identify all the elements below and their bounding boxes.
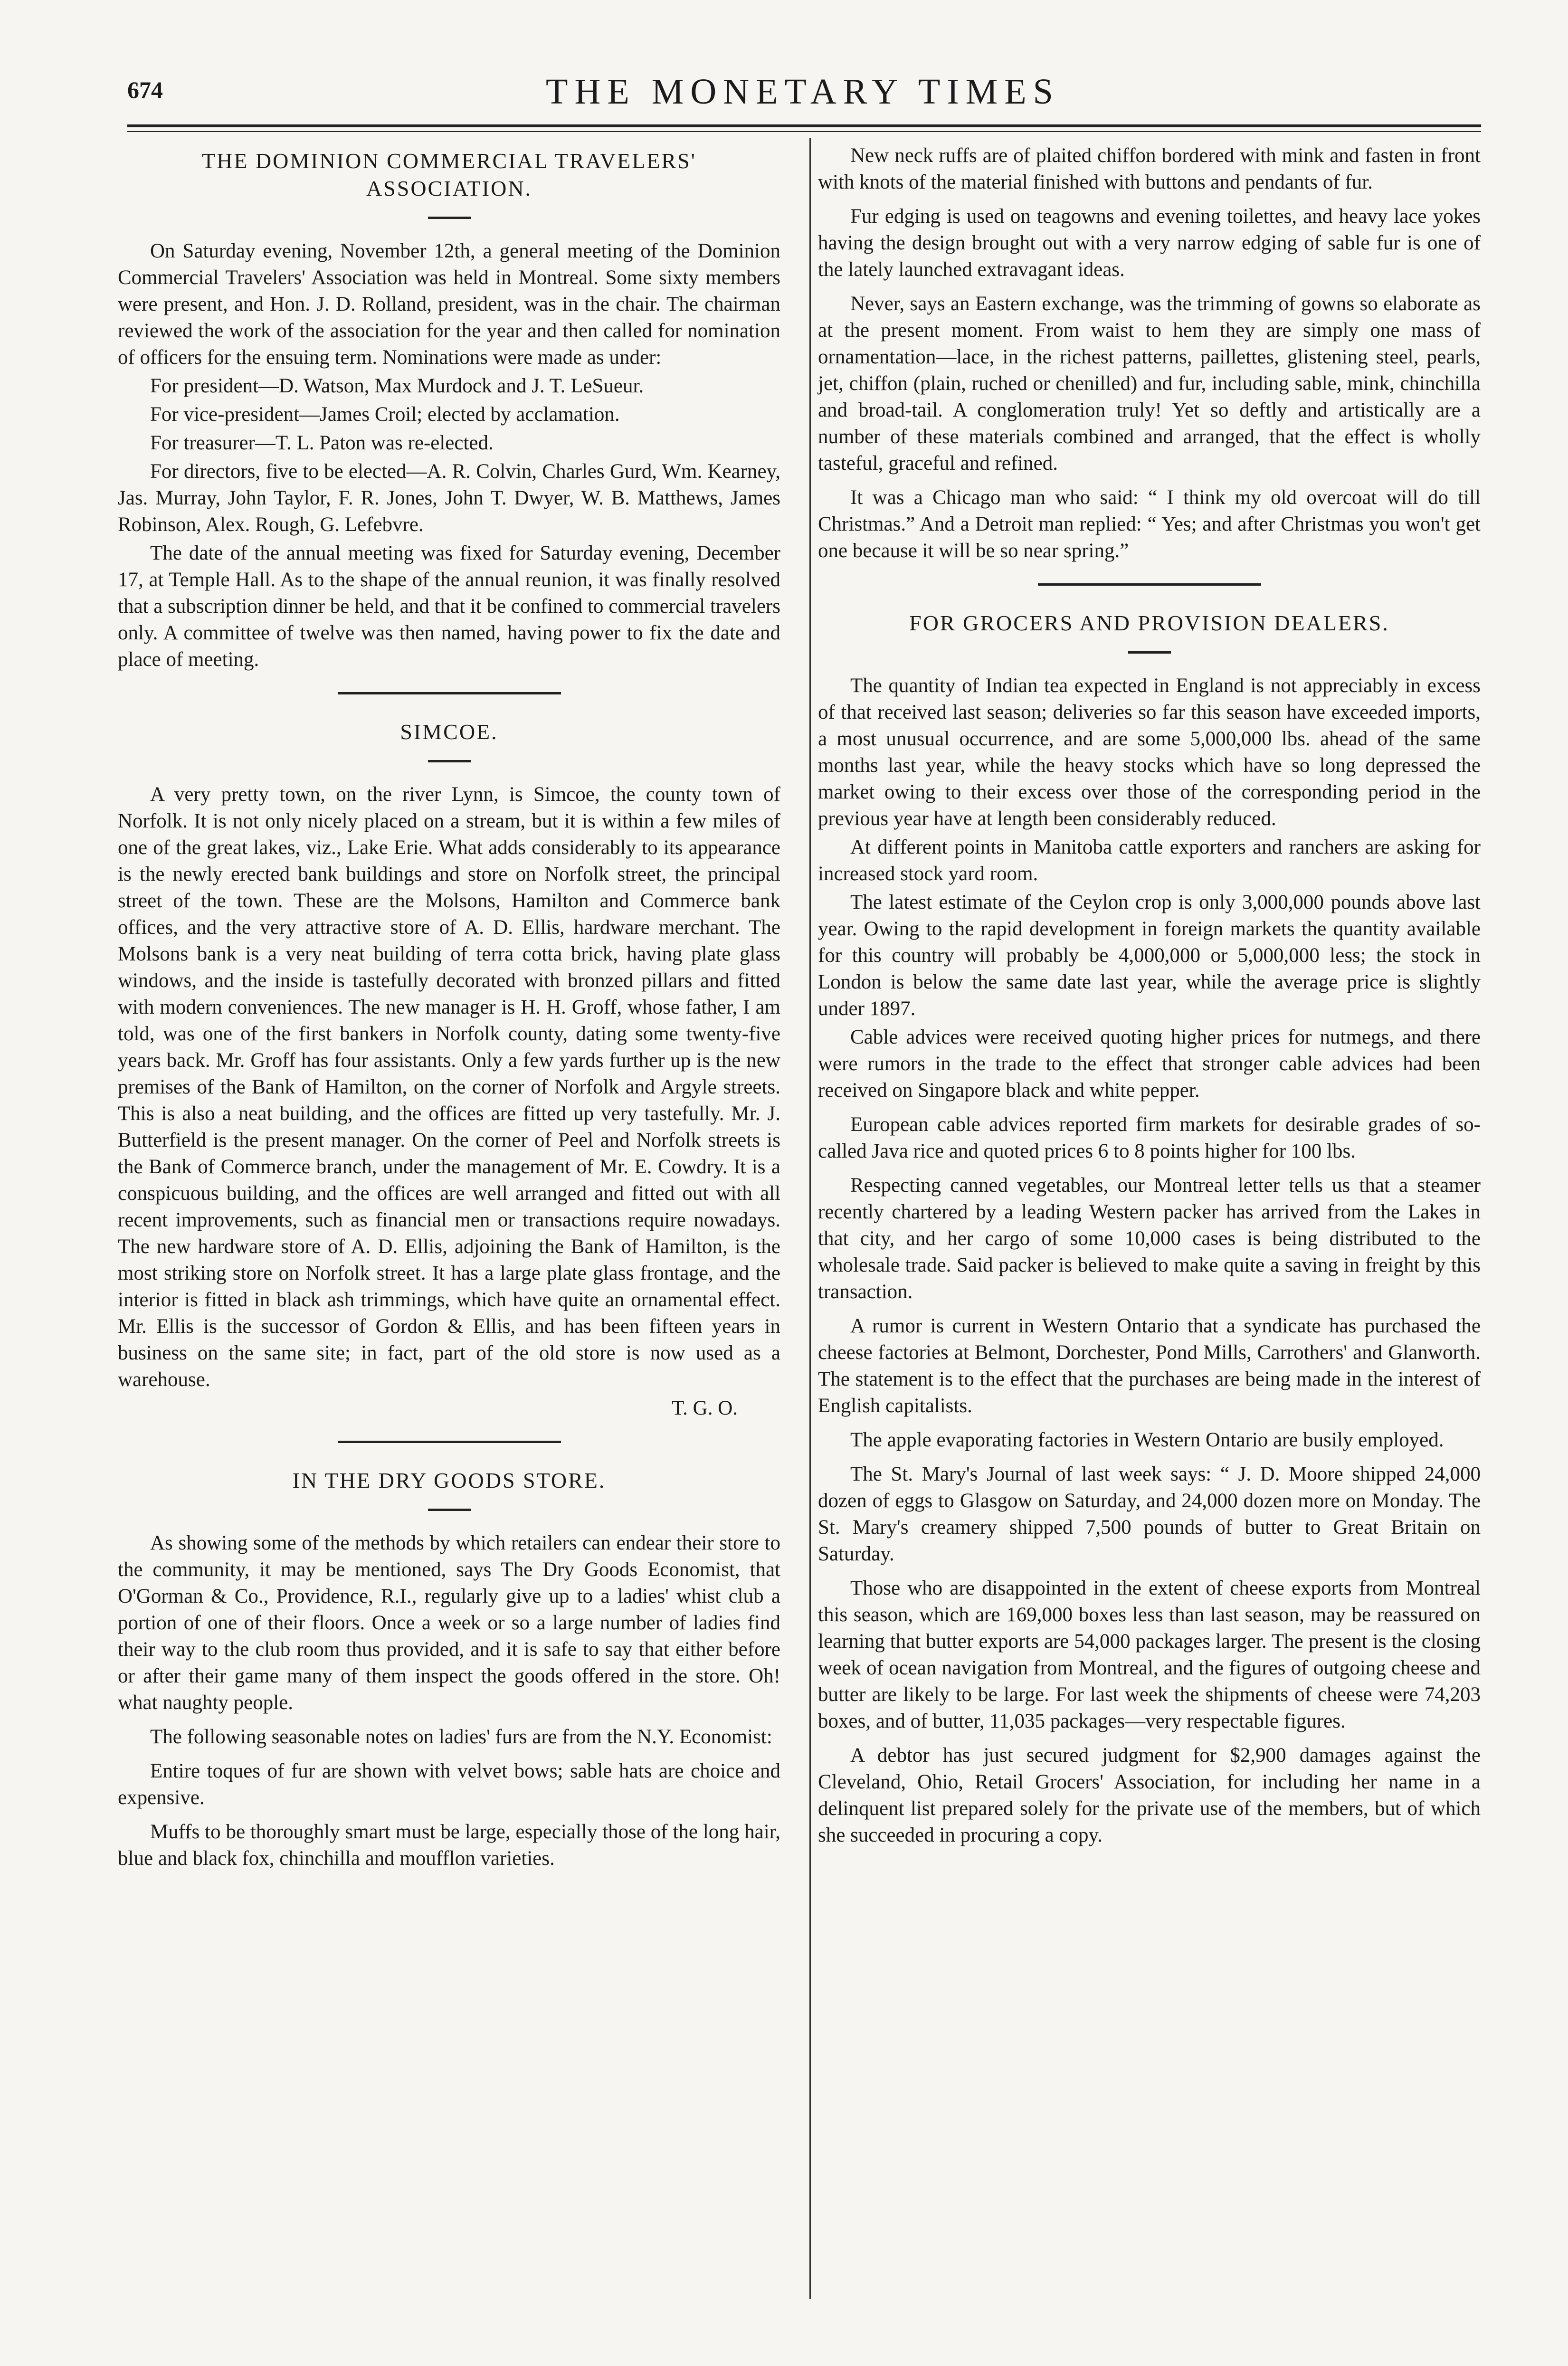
article-grocers xyxy=(818,609,1481,1849)
section-divider xyxy=(1038,583,1261,586)
paragraph: The St. Mary's Journal of last week says: “ J. D. Moore shipped 24,000 dozen of eggs to Glasgow on Saturday, and 24,000 dozen more on Monday. The St. Mary's creamery shipped 7,500 pounds of butter to Great Britain on Saturday. xyxy=(818,1463,1481,1565)
title-rule xyxy=(1128,651,1171,654)
author-signature: T. G. O. xyxy=(672,1397,738,1419)
column-divider xyxy=(809,138,811,2299)
paragraph: A very pretty town, on the river Lynn, is Simcoe, the county town of Norfolk. It is not only nicely placed on a stream, but it is within a few miles of one of the great lakes, viz., Lake Erie. What adds considerably to its appearance is the newly erected bank buildings and store on Norfolk street, the principal street of the town. These are the Molsons, Hamilton and Commerce bank offices, and the very attractive store of A. D. Ellis, hardware merchant. The Molsons bank is a very neat building of terra cotta brick, having plate glass windows, and the inside is tastefully decorated with bronzed pillars and fitted with modern conveniences. The new manager is H. H. Groff, whose father, I am told, was one of the first bankers in Norfolk county, dating some twenty-five years back. Mr. Groff has four assistants. Only a few yards further up is the new premises of the Bank of Hamilton, on the corner of Norfolk and Argyle streets. This is also a neat building, and the offices are fitted up very tastefully. Mr. J. Butterfield is the present manager. On the corner of Peel and Norfolk streets is the Bank of Commerce branch, under the management of Mr. E. Cowdry. It is a conspicuous building, and the offices are well arranged and fitted out with all recent improvements, such as financial men or transactions require nowadays. The new hardware store of A. D. Ellis, adjoining the Bank of Hamilton, is the most striking store on Norfolk street. It has a large plate glass frontage, and the interior is fitted in black ash trimmings, which have quite an ornamental effect. Mr. Ellis is the successor of Gordon & Ellis, and has been fifteen years in business on the same site; in fact, part of the old store is now used as a warehouse. xyxy=(118,783,780,1391)
left-column xyxy=(118,143,780,1874)
header-rule-thin xyxy=(127,131,1481,132)
paragraph: The apple evaporating factories in Western Ontario are busily employed. xyxy=(850,1429,1444,1451)
paragraph: Respecting canned vegetables, our Montreal letter tells us that a steamer recently chartered by a leading Western packer has arrived from the Lakes in that city, and her cargo of some 10,000 cases is being distributed to the wholesale trade. Said packer is believed to make quite a saving in freight by this transaction. xyxy=(818,1174,1481,1303)
paragraph: The quantity of Indian tea expected in England is not appreciably in excess of that received last season; deliveries so far this season have exceeded imports, a most unusual occurrence, and are some 5,000,000 lbs. ahead of the same months last year, while the heavy stocks which have so long depressed the market owing to their excess over those of the corresponding period in the previous year have at length been considerably reduced. xyxy=(818,675,1481,830)
article-furs-continued xyxy=(818,143,1481,564)
paragraph: The following seasonable notes on ladies' furs are from the N.Y. Economist: xyxy=(150,1726,772,1748)
article-commercial-travelers xyxy=(118,147,780,673)
paragraph: A debtor has just secured judgment for $2,900 damages against the Cleveland, Ohio, Retail Grocers' Association, for including her name in a delinquent list prepared solely for the private use of the members, but of which she succeeded in procuring a copy. xyxy=(818,1744,1481,1846)
paragraph: Muffs to be thoroughly smart must be large, especially those of the long hair, blue and black fox, chinchilla and moufflon varieties. xyxy=(118,1821,780,1870)
paragraph: Never, says an Eastern exchange, was the trimming of gowns so elaborate as at the present moment. From waist to hem they are simply one mass of ornamentation—lace, in the richest patterns, paillettes, glistening steel, pearls, jet, chiffon (plain, ruched or chenilled) and fur, including sable, mink, chinchilla and broad-tail. A conglomeration truly! Yet so deftly and artistically are a number of these materials combined and arranged, that the effect is wholly tasteful, graceful and refined. xyxy=(818,293,1481,475)
page-number: 674 xyxy=(127,76,163,103)
paragraph: Entire toques of fur are shown with velvet bows; sable hats are choice and expensive. xyxy=(118,1760,780,1809)
paragraph: At different points in Manitoba cattle exporters and ranchers are asking for increased stock yard room. xyxy=(818,836,1481,885)
paragraph: On Saturday evening, November 12th, a general meeting of the Dominion Commercial Travelers' Association was held in Montreal. Some sixty members were present, and Hon. J. D. Rolland, president, was in the chair. The chairman reviewed the work of the association for the year and then called for nomination of officers for the ensuing term. Nominations were made as under: xyxy=(118,240,780,369)
paragraph: For treasurer—T. L. Paton was re-elected. xyxy=(150,432,494,454)
title-rule xyxy=(428,217,471,219)
section-divider xyxy=(338,692,561,694)
paragraph: As showing some of the methods by which retailers can endear their store to the community, it may be mentioned, says The Dry Goods Economist, that O'Gorman & Co., Providence, R.I., regularly give up to a ladies' whist club a portion of one of their floors. Once a week or so a large number of ladies find their way to the club room thus provided, and it is safe to say that either before or after their game many of them inspect the goods offered in the store. Oh! what naughty people. xyxy=(118,1532,780,1714)
article-simcoe xyxy=(118,718,780,1422)
paragraph: For vice-president—James Croil; elected by acclamation. xyxy=(150,403,620,426)
article-title: IN THE DRY GOODS STORE. xyxy=(292,1468,606,1492)
paragraph: European cable advices reported firm markets for desirable grades of so-called Java rice and quoted prices 6 to 8 points higher for 100 lbs. xyxy=(818,1113,1481,1162)
paragraph: Those who are disappointed in the extent of cheese exports from Montreal this season, which are 169,000 boxes less than last season, may be reassured on learning that butter exports are 54,000 packages larger. The present is the closing week of ocean navigation from Montreal, and the figures of outgoing cheese and butter are likely to be large. For last week the shipments of cheese were 74,203 boxes, and of butter, 11,035 packages—very respectable figures. xyxy=(818,1577,1481,1732)
article-title: THE DOMINION COMMERCIAL TRAVELERS' ASSOCIATION. xyxy=(202,149,696,200)
paragraph: The date of the annual meeting was fixed for Saturday evening, December 17, at Temple Hall. As to the shape of the annual reunion, it was finally resolved that a subscription dinner be held, and that it be confined to commercial travelers only. A committee of twelve was then named, having power to fix the date and place of meeting. xyxy=(118,542,780,671)
masthead: THE MONETARY TIMES xyxy=(546,72,1060,112)
paragraph: For president—D. Watson, Max Murdock and J. T. LeSueur. xyxy=(150,375,644,397)
right-column xyxy=(818,143,1481,1851)
article-dry-goods xyxy=(118,1467,780,1872)
title-rule xyxy=(428,1509,471,1511)
article-title: SIMCOE. xyxy=(400,720,498,744)
paragraph: Fur edging is used on teagowns and evening toilettes, and heavy lace yokes having the design brought out with a very narrow edging of sable fur is one of the lately launched extravagant ideas. xyxy=(818,205,1481,281)
paragraph: For directors, five to be elected—A. R. Colvin, Charles Gurd, Wm. Kearney, Jas. Murray, John Taylor, F. R. Jones, John T. Dwyer, W. B. Matthews, James Robinson, Alex. Rough, G. Lefebvre. xyxy=(118,460,780,536)
title-rule xyxy=(428,760,471,762)
paragraph: New neck ruffs are of plaited chiffon bordered with mink and fasten in front with knots of the material finished with buttons and pendants of fur. xyxy=(818,144,1481,193)
paragraph: The latest estimate of the Ceylon crop is only 3,000,000 pounds above last year. Owing to the rapid development in foreign markets the quantity available for this country will probably be 4,000,000 or 5,000,000 less; the stock in London is below the same date last year, while the average price is slightly under 1897. xyxy=(818,891,1481,1020)
paragraph: Cable advices were received quoting higher prices for nutmegs, and there were rumors in the trade to the effect that stronger cable advices had been received on Singapore black and white pepper. xyxy=(818,1026,1481,1102)
article-title: FOR GROCERS AND PROVISION DEALERS. xyxy=(909,611,1389,635)
header-rule xyxy=(127,124,1481,127)
paragraph: It was a Chicago man who said: “ I think my old overcoat will do till Christmas.” And a Detroit man replied: “ Yes; and after Christmas you won't get one because it will be so near spring.” xyxy=(818,486,1481,562)
paragraph: A rumor is current in Western Ontario that a syndicate has purchased the cheese factories at Belmont, Dorchester, Pond Mills, Carrothers' and Glanworth. The statement is to the effect that the purchases are being made in the interest of English capitalists. xyxy=(818,1315,1481,1417)
section-divider xyxy=(338,1441,561,1443)
